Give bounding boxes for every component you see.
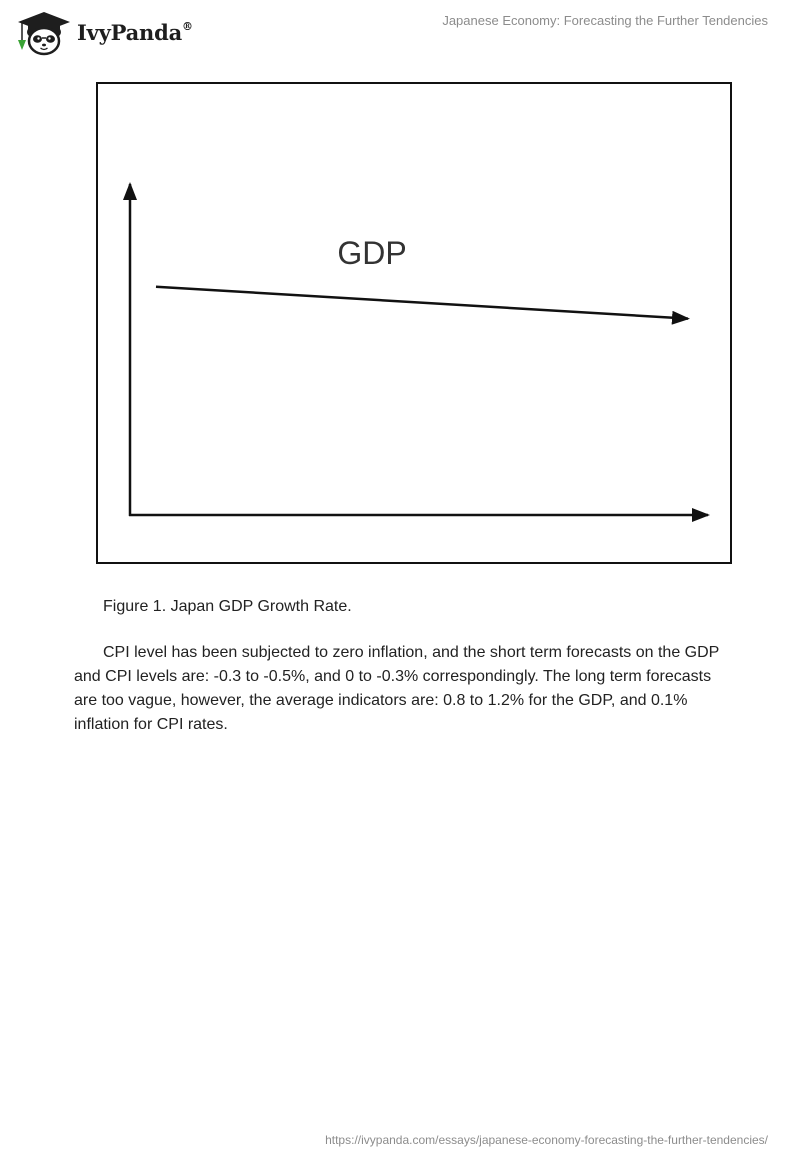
document-title: Japanese Economy: Forecasting the Further Tendencies	[442, 13, 768, 28]
registered-mark: ®	[182, 19, 193, 33]
footer-url[interactable]: https://ivypanda.com/essays/japanese-economy-forecasting-the-further-tendencies/	[325, 1133, 768, 1147]
body-paragraph: CPI level has been subjected to zero inflation, and the short term forecasts on the GDP and CPI levels are: -0.3 to -0.5%, and 0 to -0.3% correspondingly. The long term forecasts are too vague, however, the average indicators are: 0.8 to 1.2% for the GDP, and 0.1% inflation for CPI rates.	[74, 644, 720, 733]
figure-caption: Figure 1. Japan GDP Growth Rate.	[103, 598, 352, 615]
brand-name: IvyPanda®	[77, 19, 193, 45]
chart-title: GDP	[337, 235, 407, 271]
panda-graduation-cap-icon	[14, 8, 74, 58]
figure-frame	[96, 82, 732, 564]
site-logo[interactable]	[14, 8, 193, 58]
gdp-trend-line	[156, 287, 688, 319]
gdp-chart	[98, 84, 730, 562]
